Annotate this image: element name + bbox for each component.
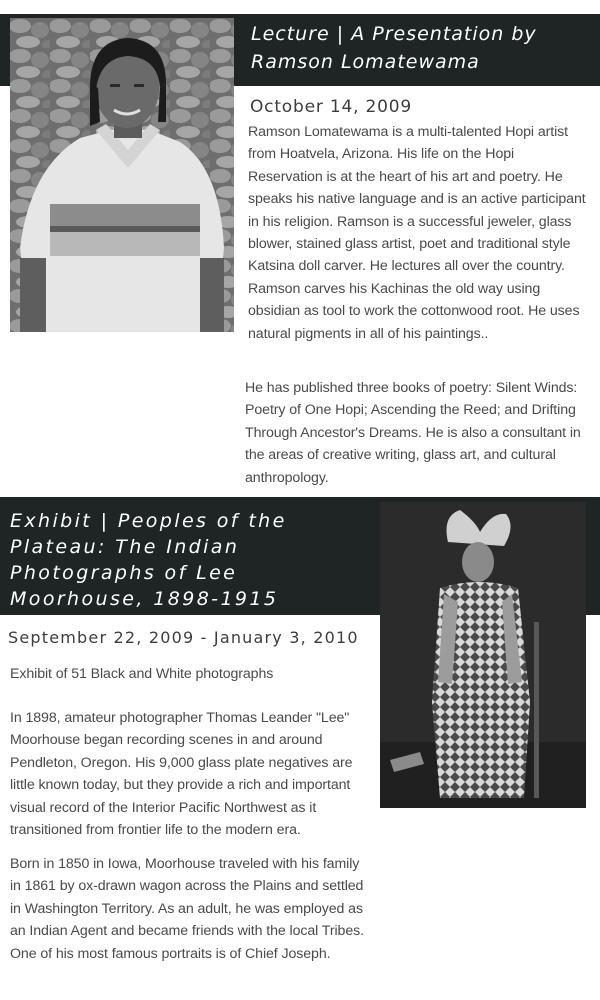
lecture-paragraph-2: He has published three books of poetry: Silent Winds: Poetry of One Hopi; Ascending the Reed; and Drifting Through Ancestor's Dreams. He is also a consultant in the areas of creative writing, glass art, and cultural anthropology. [245, 380, 581, 486]
lecture-date: October 14, 2009 [250, 97, 412, 117]
lecture-paragraph-1: Ramson Lomatewama is a multi-talented Hopi artist from Hoatvela, Arizona. His life on the Hopi Reservation is at the heart of his art and poetry. He speaks his native language and is an active participant in his religion. Ramson is a successful jeweler, glass blower, stained glass artist, poet and traditional style Katsina doll carver. He lectures all over the country. Ramson carves his Kachinas the old way using obsidian as tool to work the cottonwood root. He uses natural pigments in all of his paintings.. [248, 124, 586, 342]
exhibit-historical-photo [380, 502, 586, 808]
exhibit-paragraph-3: Born in 1850 in Iowa, Moorhouse traveled with his family in 1861 by ox-drawn wagon across the Plains and settled in Washington Territory. As an adult, he was employed as an Indian Agent and became friends with the local Tribes. One of his most famous portraits is of Chief Joseph. [10, 856, 364, 962]
lecture-title: Lecture | A Presentation by Ramson Lomatewama [251, 23, 537, 73]
exhibit-date: September 22, 2009 - January 3, 2010 [8, 628, 359, 647]
exhibit-paragraph-1: Exhibit of 51 Black and White photographs [10, 666, 274, 682]
exhibit-title: Exhibit | Peoples of the Plateau: The Indian Photographs of Lee Moorhouse, 1898-1915 [10, 510, 287, 610]
lecture-portrait-photo [10, 18, 234, 332]
exhibit-paragraph-2: In 1898, amateur photographer Thomas Leander "Lee" Moorhouse began recording scenes in and around Pendleton, Oregon. His 9,000 glass plate negatives are little known today, but they provide a rich and important visual record of the Interior Pacific Northwest as it transitioned from frontier life to the modern era. [10, 710, 353, 839]
